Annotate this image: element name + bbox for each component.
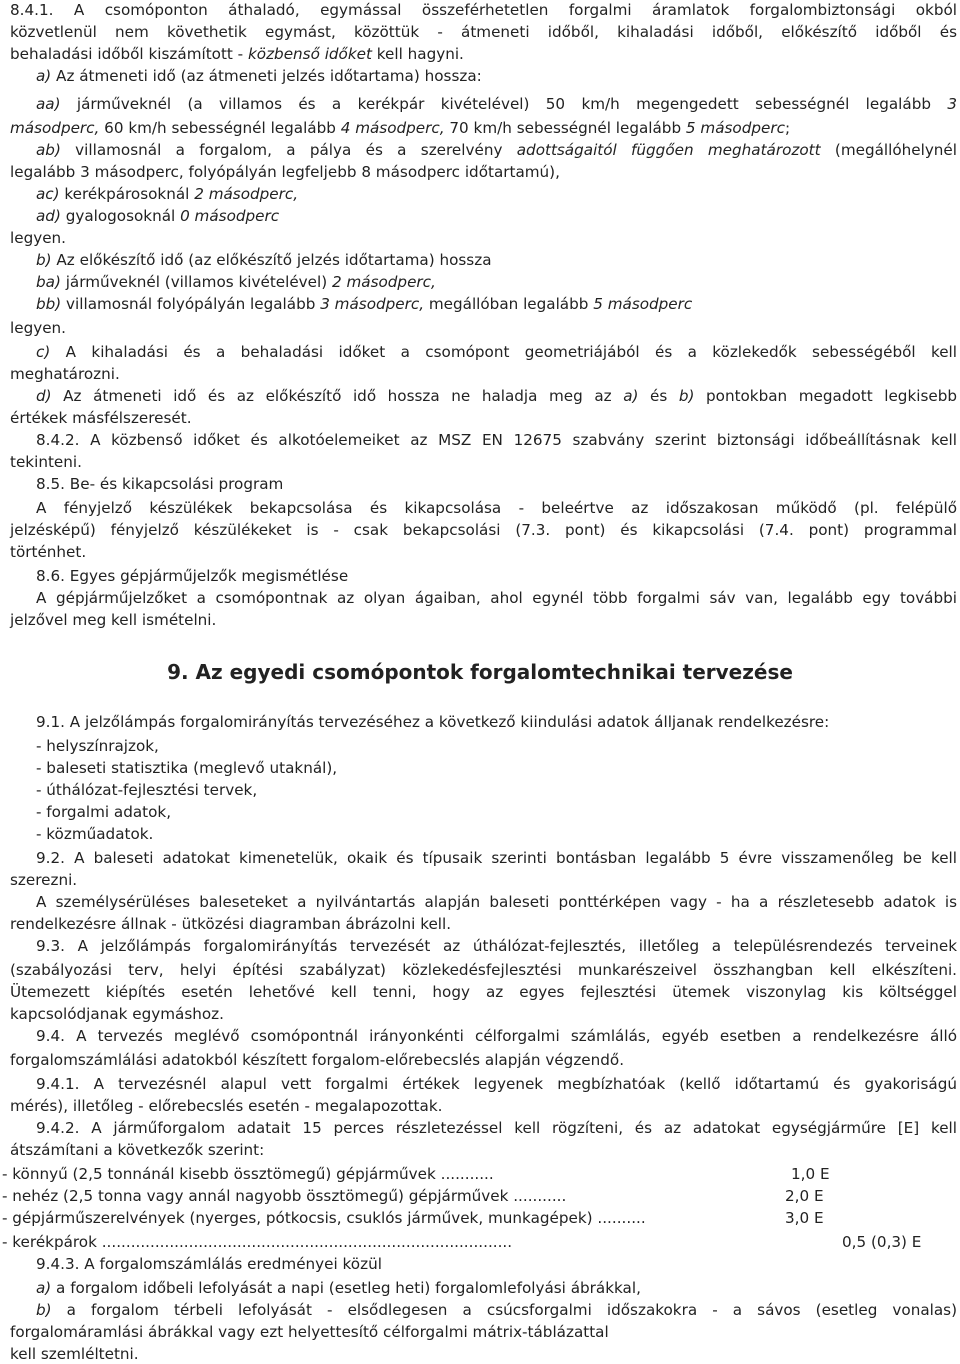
- text-line: szerezni.: [10, 871, 78, 889]
- italic-run: ac): [36, 185, 60, 203]
- italic-run: 5 másodperc: [593, 295, 693, 313]
- text-line: [36, 140, 957, 160]
- text-line: átszámítani a következők szerint:: [10, 1141, 265, 1159]
- text-line: [36, 206, 957, 226]
- italic-run: adottságaitól függően meghatározott: [516, 141, 821, 159]
- italic-run: 5 másodperc: [685, 119, 785, 137]
- italic-run: 4 másodperc,: [340, 119, 445, 137]
- text-run: ;: [784, 119, 791, 137]
- text-line: legyen.: [10, 229, 66, 247]
- italic-run: c): [36, 343, 51, 361]
- conversion-row-label: - könnyű (2,5 tonnánál kisebb össztömegű) gépjárművek ...........: [2, 1165, 494, 1183]
- text-run: járműveknél (villamos kivételével): [60, 273, 332, 291]
- text-run: kerékpárosoknál: [59, 185, 195, 203]
- italic-run: ab): [36, 141, 61, 159]
- text-run: pontokban megadott legkisebb: [694, 387, 958, 405]
- conversion-row-value: 3,0 E: [785, 1209, 824, 1227]
- text-line: - közműadatok.: [36, 825, 154, 843]
- text-line: [36, 294, 957, 314]
- text-line: [36, 386, 957, 406]
- text-run: villamosnál a forgalom, a pálya és a szerelvény: [60, 141, 517, 159]
- italic-run: a): [623, 387, 639, 405]
- text-run: Az előkészítő idő (az előkészítő jelzés időtartama) hossza: [51, 251, 492, 269]
- conversion-row-label: - kerékpárok .....................................................................................: [2, 1233, 513, 1251]
- text-line: [36, 94, 957, 114]
- italic-run: b): [36, 251, 52, 269]
- italic-run: másodperc,: [10, 119, 100, 137]
- text-line: [36, 184, 957, 204]
- conversion-row-label: - gépjárműszerelvények (nyerges, pótkocsis, csuklós járművek, munkagépek) ..........: [2, 1209, 646, 1227]
- text-line: [36, 250, 957, 270]
- text-line: - helyszínrajzok,: [36, 737, 159, 755]
- italic-run: 3: [947, 95, 957, 113]
- text-run: kell hagyni.: [371, 45, 464, 63]
- text-line: forgalomáramlási ábrákkal vagy ezt helyettesítő célforgalmi mátrix-táblázattal: [10, 1323, 609, 1341]
- text-line: - úthálózat-fejlesztési tervek,: [36, 781, 258, 799]
- text-line: [36, 1278, 957, 1298]
- text-line: mérés), illetőleg - előrebecslés esetén - megalapozottak.: [10, 1097, 443, 1115]
- text-line: 9.4.1. A tervezésnél alapul vett forgalmi értékek legyenek megbízhatóak (kellő időtartamú és gyakoriságú: [36, 1075, 957, 1093]
- text-line: A gépjárműjelzőket a csomópontnak az olyan ágaiban, ahol egynél több forgalmi sáv van, legalább egy további: [36, 589, 957, 607]
- text-run: a forgalom időbeli lefolyását a napi (esetleg heti) forgalomlefolyási ábrákkal,: [51, 1279, 641, 1297]
- text-run: (megállóhelynél: [820, 141, 957, 159]
- text-line: Ütemezett kiépítés esetén lehetővé kell tenni, hogy az egyes fejlesztési ütemek viszonylag kis költséggel: [10, 983, 957, 1001]
- conversion-row-label: - nehéz (2,5 tonna vagy annál nagyobb össztömegű) gépjárművek ...........: [2, 1187, 567, 1205]
- conversion-row-value: 0,5 (0,3) E: [842, 1233, 922, 1251]
- italic-run: aa): [36, 95, 61, 113]
- text-run: a forgalom térbeli lefolyását - elsődlegesen a csúcsforgalmi időszakokra - a sávos (esetleg vonalas): [51, 1301, 957, 1319]
- text-run: Az átmeneti idő és az előkészítő idő hossza ne haladja meg az: [51, 387, 624, 405]
- italic-run: bb): [36, 295, 62, 313]
- text-line: A fényjelző készülékek bekapcsolása és kikapcsolása - beleértve az időszakosan működő (pl. felépülő: [36, 499, 957, 517]
- text-run: gyalogosoknál: [60, 207, 181, 225]
- conversion-row-value: 1,0 E: [791, 1165, 830, 1183]
- text-line: (szabályozási terv, helyi építési szabályzat) közlekedésfejlesztési munkarészeivel összhangban kell elkészíteni.: [10, 961, 957, 979]
- text-line: 9.1. A jelzőlámpás forgalomirányítás tervezéséhez a következő kiindulási adatok álljanak rendelkezésre:: [36, 713, 830, 731]
- text-run: 60 km/h sebességnél legalább: [99, 119, 341, 137]
- text-run: megállóban legalább: [424, 295, 594, 313]
- text-run: járműveknél (a villamos és a kerékpár kivételével) 50 km/h megengedett sebességnél legalább: [60, 95, 948, 113]
- text-line: kapcsolódjanak egymáshoz.: [10, 1005, 224, 1023]
- text-line: 8.4.2. A közbenső időket és alkotóelemeiket az MSZ EN 12675 szabvány szerint biztonsági időbeállításnak kell: [36, 431, 957, 449]
- italic-run: b): [678, 387, 695, 405]
- text-run: és: [638, 387, 679, 405]
- italic-run: 2 másodperc,: [194, 185, 299, 203]
- italic-run: 0 másodperc: [180, 207, 280, 225]
- text-line: 8.4.1. A csomóponton áthaladó, egymással összeférhetetlen forgalmi áramlatok forgalombiztonsági okból: [10, 1, 957, 19]
- text-line: 9.4.2. A járműforgalom adatait 15 perces részletezéssel kell rögzíteni, és az adatokat egységjárműre [E] kell: [36, 1119, 957, 1137]
- text-run: behaladási időből kiszámított -: [10, 45, 248, 63]
- italic-run: ad): [36, 207, 61, 225]
- text-line: 9.4.3. A forgalomszámlálás eredményei közül: [36, 1255, 382, 1273]
- text-line: meghatározni.: [10, 365, 120, 383]
- text-line: jelzésképű) fényjelző készülékeket is - csak bekapcsolási (7.3. pont) és kikapcsolási (7.4. pont) programmal: [10, 521, 957, 539]
- italic-run: 2 másodperc,: [332, 273, 436, 291]
- text-line: értékek másfélszeresét.: [10, 409, 192, 427]
- text-line: forgalomszámlálási adatokból készített forgalom-előrebecslés alapján végzendő.: [10, 1051, 625, 1069]
- text-line: jelzővel meg kell ismételni.: [10, 611, 217, 629]
- text-line: - forgalmi adatok,: [36, 803, 172, 821]
- text-line: [36, 66, 957, 86]
- text-line: kell szemléltetni.: [10, 1345, 139, 1363]
- italic-run: b): [36, 1301, 52, 1319]
- text-line: történhet.: [10, 543, 87, 561]
- text-run: villamosnál folyópályán legalább: [61, 295, 321, 313]
- text-run: 70 km/h sebességnél legalább: [444, 119, 686, 137]
- text-line: [36, 272, 957, 292]
- text-run: A kihaladási és a behaladási időket a csomópont geometriájából és a közlekedők sebességéből kell: [50, 343, 957, 361]
- text-line: 9.3. A jelzőlámpás forgalomirányítás tervezését az úthálózat-fejlesztés, illetőleg a településrendezés terveinek: [36, 937, 957, 955]
- text-line: legalább 3 másodperc, folyópályán legfeljebb 8 másodperc időtartamú),: [10, 163, 560, 181]
- text-line: 9.4. A tervezés meglévő csomópontnál irányonkénti célforgalmi számlálás, egyéb esetben a rendelkezésre álló: [36, 1027, 957, 1045]
- text-line: 8.5. Be- és kikapcsolási program: [36, 475, 284, 493]
- italic-run: ba): [36, 273, 61, 291]
- text-line: rendelkezésre állnak - ütközési diagramban ábrázolni kell.: [10, 915, 452, 933]
- section-heading: 9. Az egyedi csomópontok forgalomtechnikai tervezése: [167, 660, 793, 684]
- italic-run: a): [36, 1279, 52, 1297]
- text-line: [10, 44, 957, 64]
- text-line: 8.6. Egyes gépjárműjelzők megismétlése: [36, 567, 349, 585]
- text-line: legyen.: [10, 319, 66, 337]
- italic-run: 3 másodperc,: [320, 295, 425, 313]
- italic-run: d): [36, 387, 52, 405]
- text-line: [36, 342, 957, 362]
- text-line: közvetlenül nem követhetik egymást, közöttük - átmeneti időből, kihaladási időből, előkészítő időből és: [10, 23, 957, 41]
- text-line: [10, 118, 957, 138]
- text-line: [36, 1300, 957, 1320]
- text-run: Az átmeneti idő (az átmeneti jelzés időtartama) hossza:: [51, 67, 482, 85]
- text-line: A személysérüléses baleseteket a nyilvántartás alapján baleseti ponttérképen vagy - ha a részletesebb adatok is: [36, 893, 957, 911]
- italic-run: a): [36, 67, 52, 85]
- italic-run: közbenső időket: [248, 45, 372, 63]
- text-line: tekinteni.: [10, 453, 82, 471]
- conversion-row-value: 2,0 E: [785, 1187, 824, 1205]
- text-line: 9.2. A baleseti adatokat kimenetelük, okaik és típusaik szerinti bontásban legalább 5 évre visszamenőleg be kell: [36, 849, 957, 867]
- text-line: - baleseti statisztika (meglevő utaknál),: [36, 759, 338, 777]
